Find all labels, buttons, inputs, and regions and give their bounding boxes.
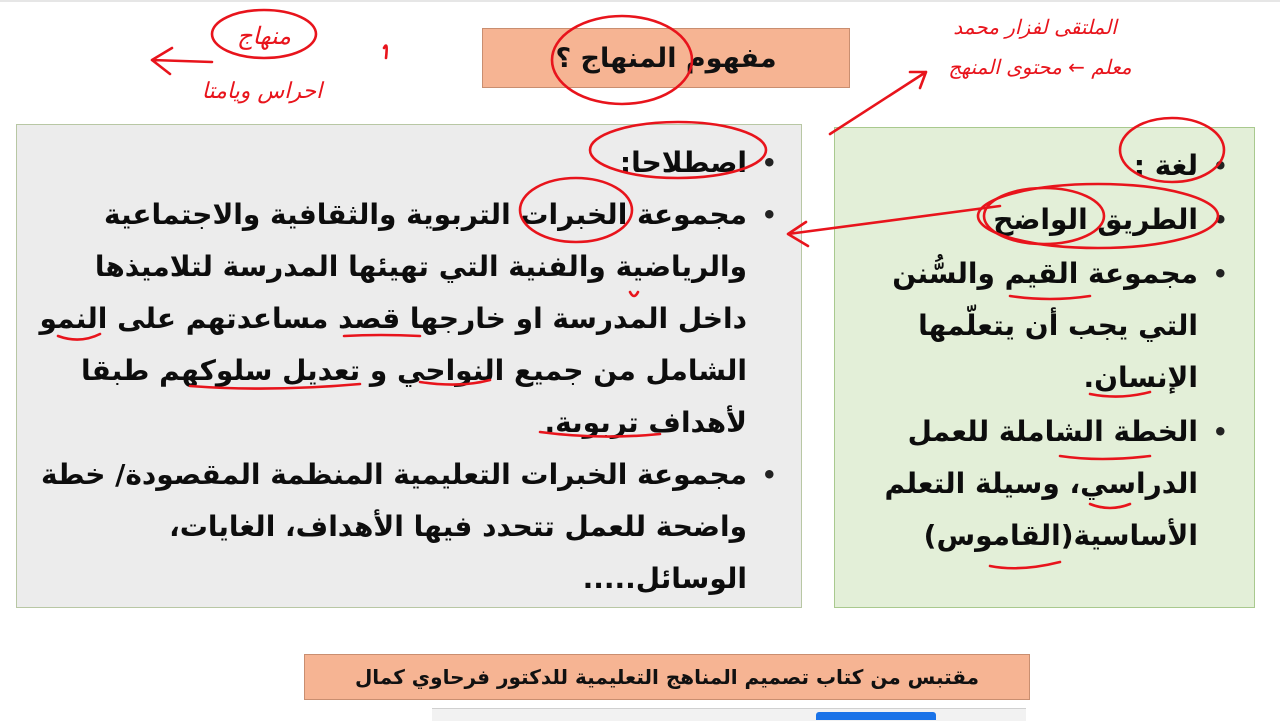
annotation-text: معلم ← محتوى المنهج xyxy=(948,55,1132,79)
definition-panel-language xyxy=(834,127,1255,608)
annotation-circle xyxy=(212,10,316,58)
player-control-bar xyxy=(432,708,1026,721)
annotation-text: احراس ويامتا xyxy=(201,79,323,104)
window-top-edge xyxy=(0,0,1280,2)
list-item: • الخطة الشاملة للعمل الدراسي، وسيلة التعلم الأساسية(القاموس) xyxy=(851,406,1228,562)
annotation-text: الملتقى لفزار محمد xyxy=(953,15,1117,39)
source-citation: مقتبس من كتاب تصميم المناهج التعليمية للدكتور فرحاوي كمال xyxy=(304,654,1030,700)
annotation-arrow xyxy=(152,48,212,74)
definition-panel-terminology xyxy=(16,124,802,608)
list-item: • لغة : xyxy=(851,140,1228,192)
player-control-button[interactable] xyxy=(816,712,936,720)
list-item: • مجموعة الخبرات التعليمية المنظمة المقصودة/ خطة واضحة للعمل تتحدد فيها الأهداف، الغايات، الوسائل..... xyxy=(37,449,777,605)
annotation-text: منهاج xyxy=(237,22,291,50)
list-item: • مجموعة القيم والسُّنن التي يجب أن يتعلّمها الإنسان. xyxy=(851,248,1228,404)
annotation-mark xyxy=(384,46,387,58)
list-item: • اصطلاحا: xyxy=(37,137,777,189)
terminology-list xyxy=(37,137,777,605)
language-list xyxy=(851,140,1228,562)
list-item: • الطريق الواضح xyxy=(851,194,1228,246)
slide-title: مفهوم المنهاج ؟ xyxy=(482,28,850,88)
list-item: • مجموعة الخبرات التربوية والثقافية والاجتماعية والرياضية والفنية التي تهيئها المدرسة لتلاميذها داخل المدرسة او خارجها قصد مساعدتهم على النمو الشامل من جميع النواحي و تعديل سلوكهم طبقا لأهداف تربوية. xyxy=(37,189,777,449)
